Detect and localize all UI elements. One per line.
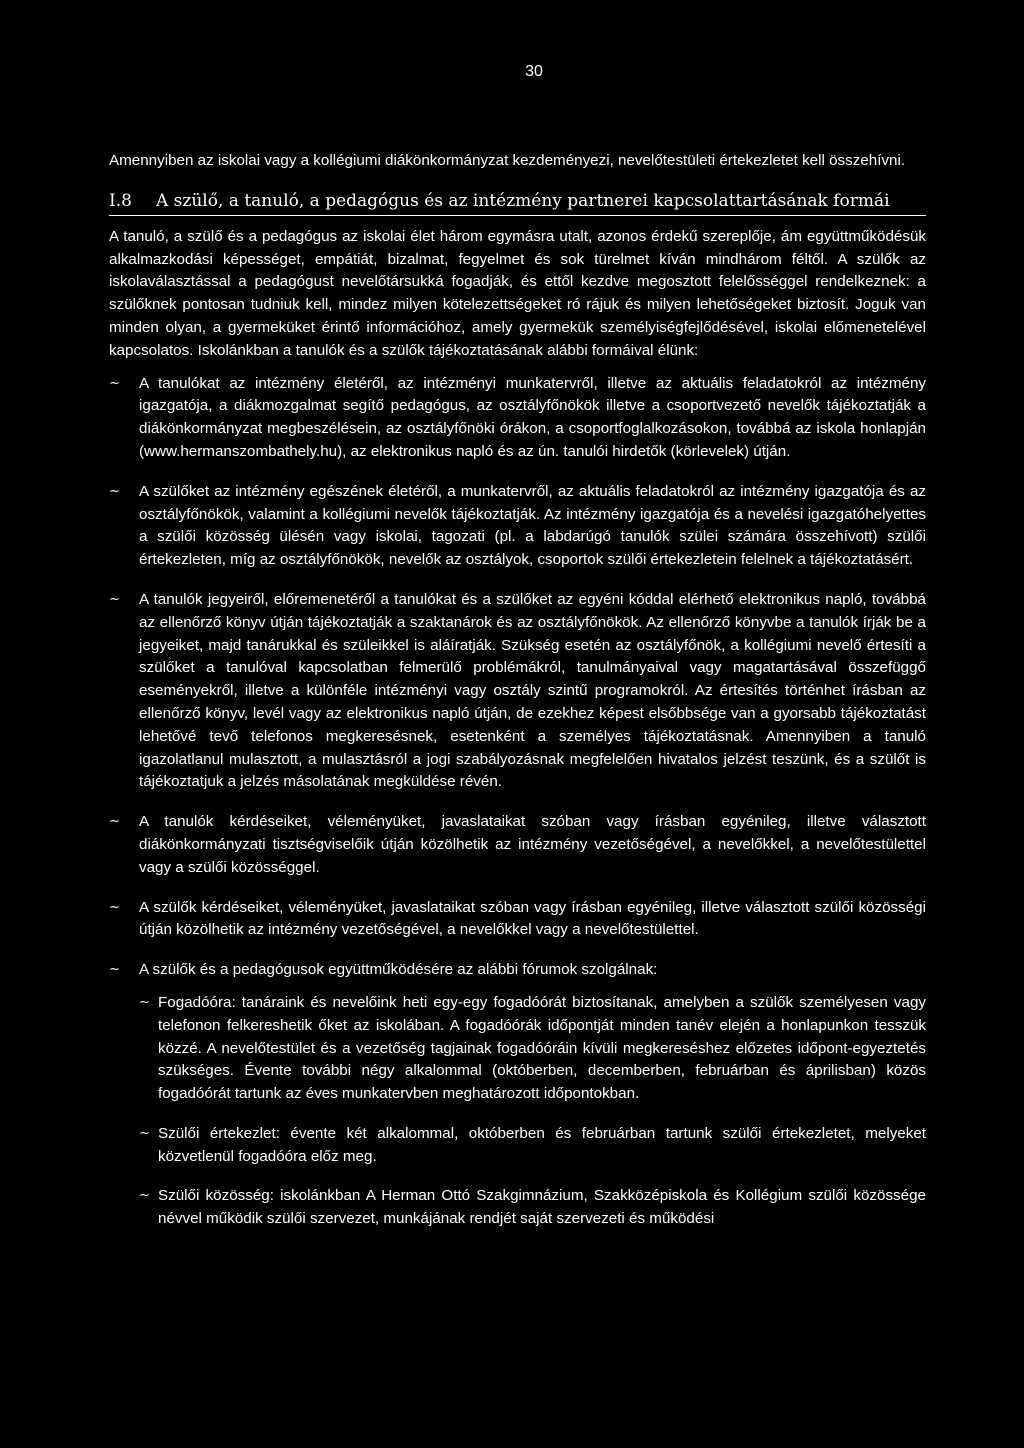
tilde-bullet-icon: ~ [109,483,120,499]
sub-list-item [139,992,926,1106]
sub-bullet-list [139,992,926,1231]
list-item-text: A szülőket az intézmény egészének életéről, a munkatervről, az aktuális feladatokról az intézmény igazgatója és az osztályfőnökök, valamint a kollégiumi nevelők tájékoztatják. Az intézmény igazgatója és a nevelési igazgatóhelyettes a szülői közösség ülésén vagy iskolai, tagozati (pl. a labdarúgó tanulók szülei számára összehívott) szülői értekezleten, míg az osztályfőnökök, nevelők az osztályok, csoportok szülői értekezletein felelnek a tájékoztatásért. [139,482,926,569]
page-number: 30 [525,63,543,80]
section-title: A szülő, a tanuló, a pedagógus és az intézmény partnerei kapcsolattartásának formái [156,190,890,211]
list-item-text: A tanulók jegyeiről, előremenetéről a tanulókat és a szülőket az egyéni kóddal elérhető elektronikus napló, továbbá az ellenőrző könyv útján tájékoztatják a szaktanárok és az osztályfőnökök. Az ellenőrző könyvbe a tanulók írják be a jegyeiket, majd tanárukkal és szüleikkel is aláíratják. Szükség esetén az osztályfőnök, a kollégiumi nevelő értesíti a szülőket a tanulóval kapcsolatban felmerülő problémákról, tanulmányaival vagy magatartásával összefüggő eseményekről, illetve a különféle intézményi vagy osztály szintű programokról. Az értesítés történhet írásban az ellenőrző könyv, levél vagy az elektronikus napló útján, de ezekhez képest elsőbbsége van a gyorsabb tájékoztatást lehetővé tevő telefonos megkeresésnek, esetenként a személyes tájékoztatásnak. Amennyiben a tanuló igazolatlanul mulasztott, a mulasztásról a jogi szabályozásnak megfelelően hivatalos jelzést teszünk, és a szülőt is tájékoztatjuk a jelzés másolatának megküldése révén. [139,590,926,791]
list-item-text: A szülők és a pedagógusok együttműködésére az alábbi fórumok szolgálnak: [139,961,658,979]
list-item-text: A tanulók kérdéseiket, véleményüket, javaslataikat szóban vagy írásban egyénileg, illetve választott diákönkormányzati tisztségviselőik útján közölhetik az intézmény vezetőségével, a nevelőkkel, a nevelőtestülettel vagy a szülői közösséggel. [139,813,926,876]
sub-list-item [139,1185,926,1231]
tilde-bullet-icon: ~ [109,962,120,978]
list-item [109,481,926,572]
main-paragraph: A tanuló, a szülő és a pedagógus az iskolai élet három egymásra utalt, azonos érdekű szereplője, ám együttműködésük alkalmazkodási képességet, empátiát, bizalmat, fegyelmet és sok türelmet kíván mindhárom féltől. A szülők az iskolaválasztással a pedagógust nevelőtársukká fogadják, és ettől kezdve megosztott felelősséggel rendelkeznek: a szülőknek pontosan tudniuk kell, mindez milyen kötelezettségeket ró rájuk és milyen lehetőségeket biztosít. Joguk van minden olyan, a gyermeküket érintő információhoz, amely gyermekük személyiségfejlődésével, iskolai előmenetelével kapcsolatos. Iskolánkban a tanulók és a szülők tájékoztatásának alábbi formáival élünk: [109,227,926,359]
tilde-bullet-icon: ~ [109,814,120,830]
tilde-bullet-icon: ~ [139,1188,150,1204]
list-item [109,811,926,879]
list-item-text: A tanulókat az intézmény életéről, az intézményi munkatervről, illetve az aktuális feladatokról az intézmény igazgatója, a diákmozgalmat segítő pedagógus, az osztályfőnökök illetve a csoportvezető nevelők tájékoztatják a diákönkormányzat megbeszélésein, az osztályfőnöki órákon, a csoportfoglalkozásokon, továbbá az iskola honlapján (www.hermanszombathely.hu), az elektronikus napló és az ún. tanulói hirdetők (körlevelek) útján. [139,374,926,460]
list-item [109,589,926,794]
tilde-bullet-icon: ~ [139,1125,150,1141]
tilde-bullet-icon: ~ [109,591,120,607]
section-heading [109,190,926,216]
sub-list-item-text: Szülői értekezlet: évente két alkalommal, októberben és februárban tartunk szülői értekezletet, melyeket közvetlenül fogadóóra előz meg. [158,1124,926,1165]
tilde-bullet-icon: ~ [109,899,120,915]
section-number: I.8 [109,190,132,211]
bullet-list [109,373,926,1232]
tilde-bullet-icon: ~ [109,375,120,391]
list-item [109,897,926,943]
sub-list-item-text: Szülői közösség: iskolánkban A Herman Ottó Szakgimnázium, Szakközépiskola és Kollégium szülői közössége névvel működik szülői szervezet, munkájának rendjét saját szervezeti és működési [158,1187,926,1228]
list-item-text: A szülők kérdéseiket, véleményüket, javaslataikat szóban vagy írásban egyénileg, illetve választott szülői közösségi útján közölhetik az intézmény vezetőségével, a nevelőkkel vagy a nevelőtestülettel. [139,898,926,939]
sub-list-item-text: Fogadóóra: tanáraink és nevelőink heti egy-egy fogadóórát biztosítanak, amelyben a szülők személyesen vagy telefonon felkereshetik őket az iskolában. A fogadóórák időpontját minden tanév elején a honlapunkon tesszük közzé. A nevelőtestület és a vezetőség tagjainak fogadóóráin kívüli megkereséshez előzetes időpont-egyeztetés szükséges. Évente további négy alkalommal (októberben, decemberben, februárban és áprilisban) közös fogadóórát tartunk az éves munkatervben meghatározott időpontokban. [158,993,926,1103]
intro-paragraph: Amennyiben az iskolai vagy a kollégiumi diákönkormányzat kezdeményezi, nevelőtestületi értekezletet kell összehívni. [109,152,906,169]
list-item [109,959,926,1231]
page-content [109,150,926,1248]
list-item [109,373,926,464]
tilde-bullet-icon: ~ [139,994,150,1010]
sub-list-item [139,1123,926,1169]
